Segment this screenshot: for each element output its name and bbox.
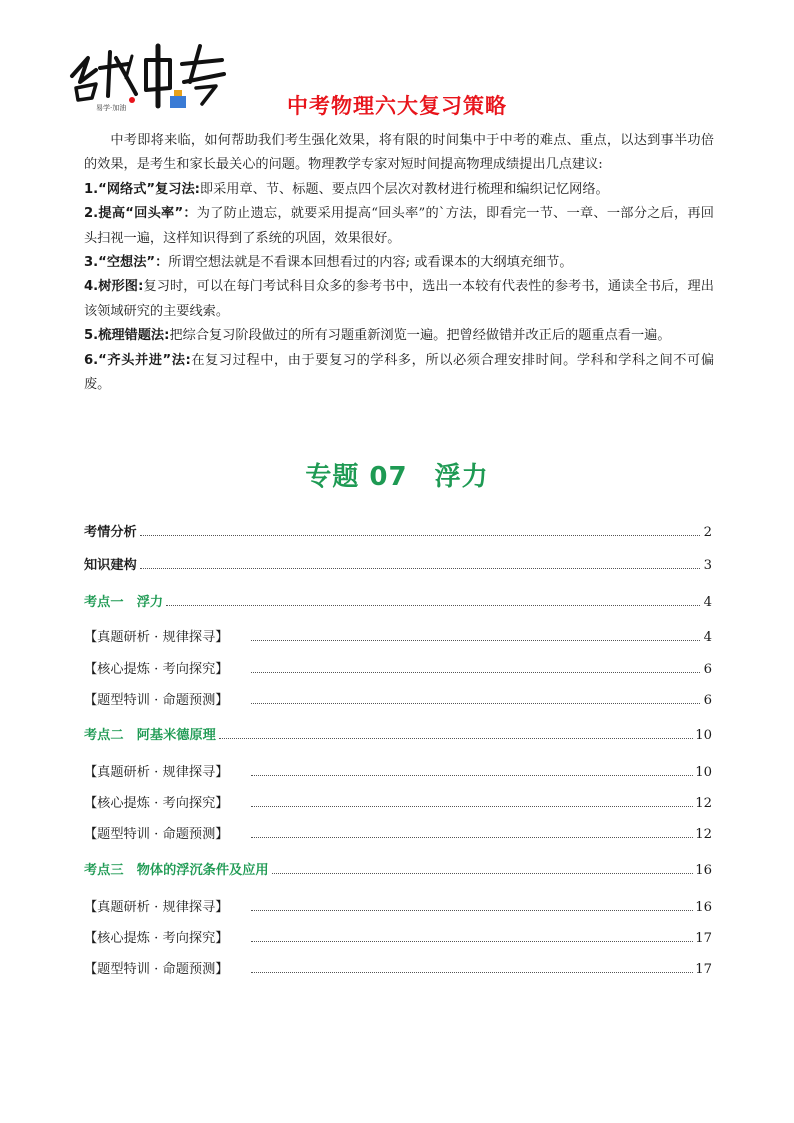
strategy-item-5: 5.梳理错题法:把综合复习阶段做过的所有习题重新浏览一遍。把曾经做错并改正后的题重点看一遍。 — [84, 328, 671, 344]
toc-entry[interactable]: 【真题研析 · 规律探寻】 4 — [84, 630, 712, 645]
toc-entry[interactable]: 考情分析 2 — [84, 525, 712, 540]
toc-entry[interactable]: 考点二 阿基米德原理 10 — [84, 728, 712, 743]
toc-entry[interactable]: 【真题研析 · 规律探寻】 10 — [84, 765, 712, 780]
strategy-item-4: 4.树形图:复习时，可以在每门考试科目众多的参考书中，选出一本较有代表性的参考书，通读全书后，理出该领域研究的主要线索。 — [84, 279, 714, 319]
toc-entry[interactable]: 【核心提炼 · 考向探究】 17 — [84, 931, 712, 946]
toc-entry[interactable]: 考点一 浮力 4 — [84, 595, 712, 610]
strategy-item-2: 2.提高“回头率”：为了防止遗忘，就要采用提高“回头率”的`方法，即看完一节、一章、一部分之后，再回头扫视一遍，这样知识得到了系统的巩固，效果很好。 — [84, 206, 714, 246]
toc-entry[interactable]: 知识建构 3 — [84, 558, 712, 573]
toc-entry[interactable]: 【题型特训 · 命题预测】 12 — [84, 827, 712, 842]
topic-title: 专题 07 浮力 — [305, 462, 489, 492]
intro-lead: 中考即将来临，如何帮助我们考生强化效果，将有限的时间集中于中考的难点、重点，以达到事半功倍的效果，是考生和家长最关心的问题。物理教学专家对短时间提高物理成绩提出几点建议: — [84, 133, 714, 173]
toc-entry[interactable]: 【核心提炼 · 考向探究】 6 — [84, 662, 712, 677]
toc-entry[interactable]: 【真题研析 · 规律探寻】 16 — [84, 900, 712, 915]
strategy-item-3: 3.“空想法”：所谓空想法就是不看课本回想看过的内容; 或看课本的大纲填充细节。 — [84, 255, 573, 271]
strategy-item-1: 1.“网络式”复习法:即采用章、节、标题、要点四个层次对教材进行梳理和编织记忆网络。 — [84, 181, 609, 197]
strategy-item-6: 6.“齐头并进”法:在复习过程中，由于要复习的学科多，所以必须合理安排时间。学科和学科之间不可偏废。 — [84, 352, 715, 393]
page-title: 中考物理六大复习策略 — [287, 94, 507, 118]
toc-entry[interactable]: 【题型特训 · 命题预测】 17 — [84, 962, 712, 977]
intro-text — [84, 129, 714, 397]
svg-text:易学·加油: 易学·加油 — [96, 104, 127, 112]
toc-entry[interactable]: 考点三 物体的浮沉条件及应用 16 — [84, 863, 712, 878]
toc-entry[interactable]: 【题型特训 · 命题预测】 6 — [84, 693, 712, 708]
toc-entry[interactable]: 【核心提炼 · 考向探究】 12 — [84, 796, 712, 811]
